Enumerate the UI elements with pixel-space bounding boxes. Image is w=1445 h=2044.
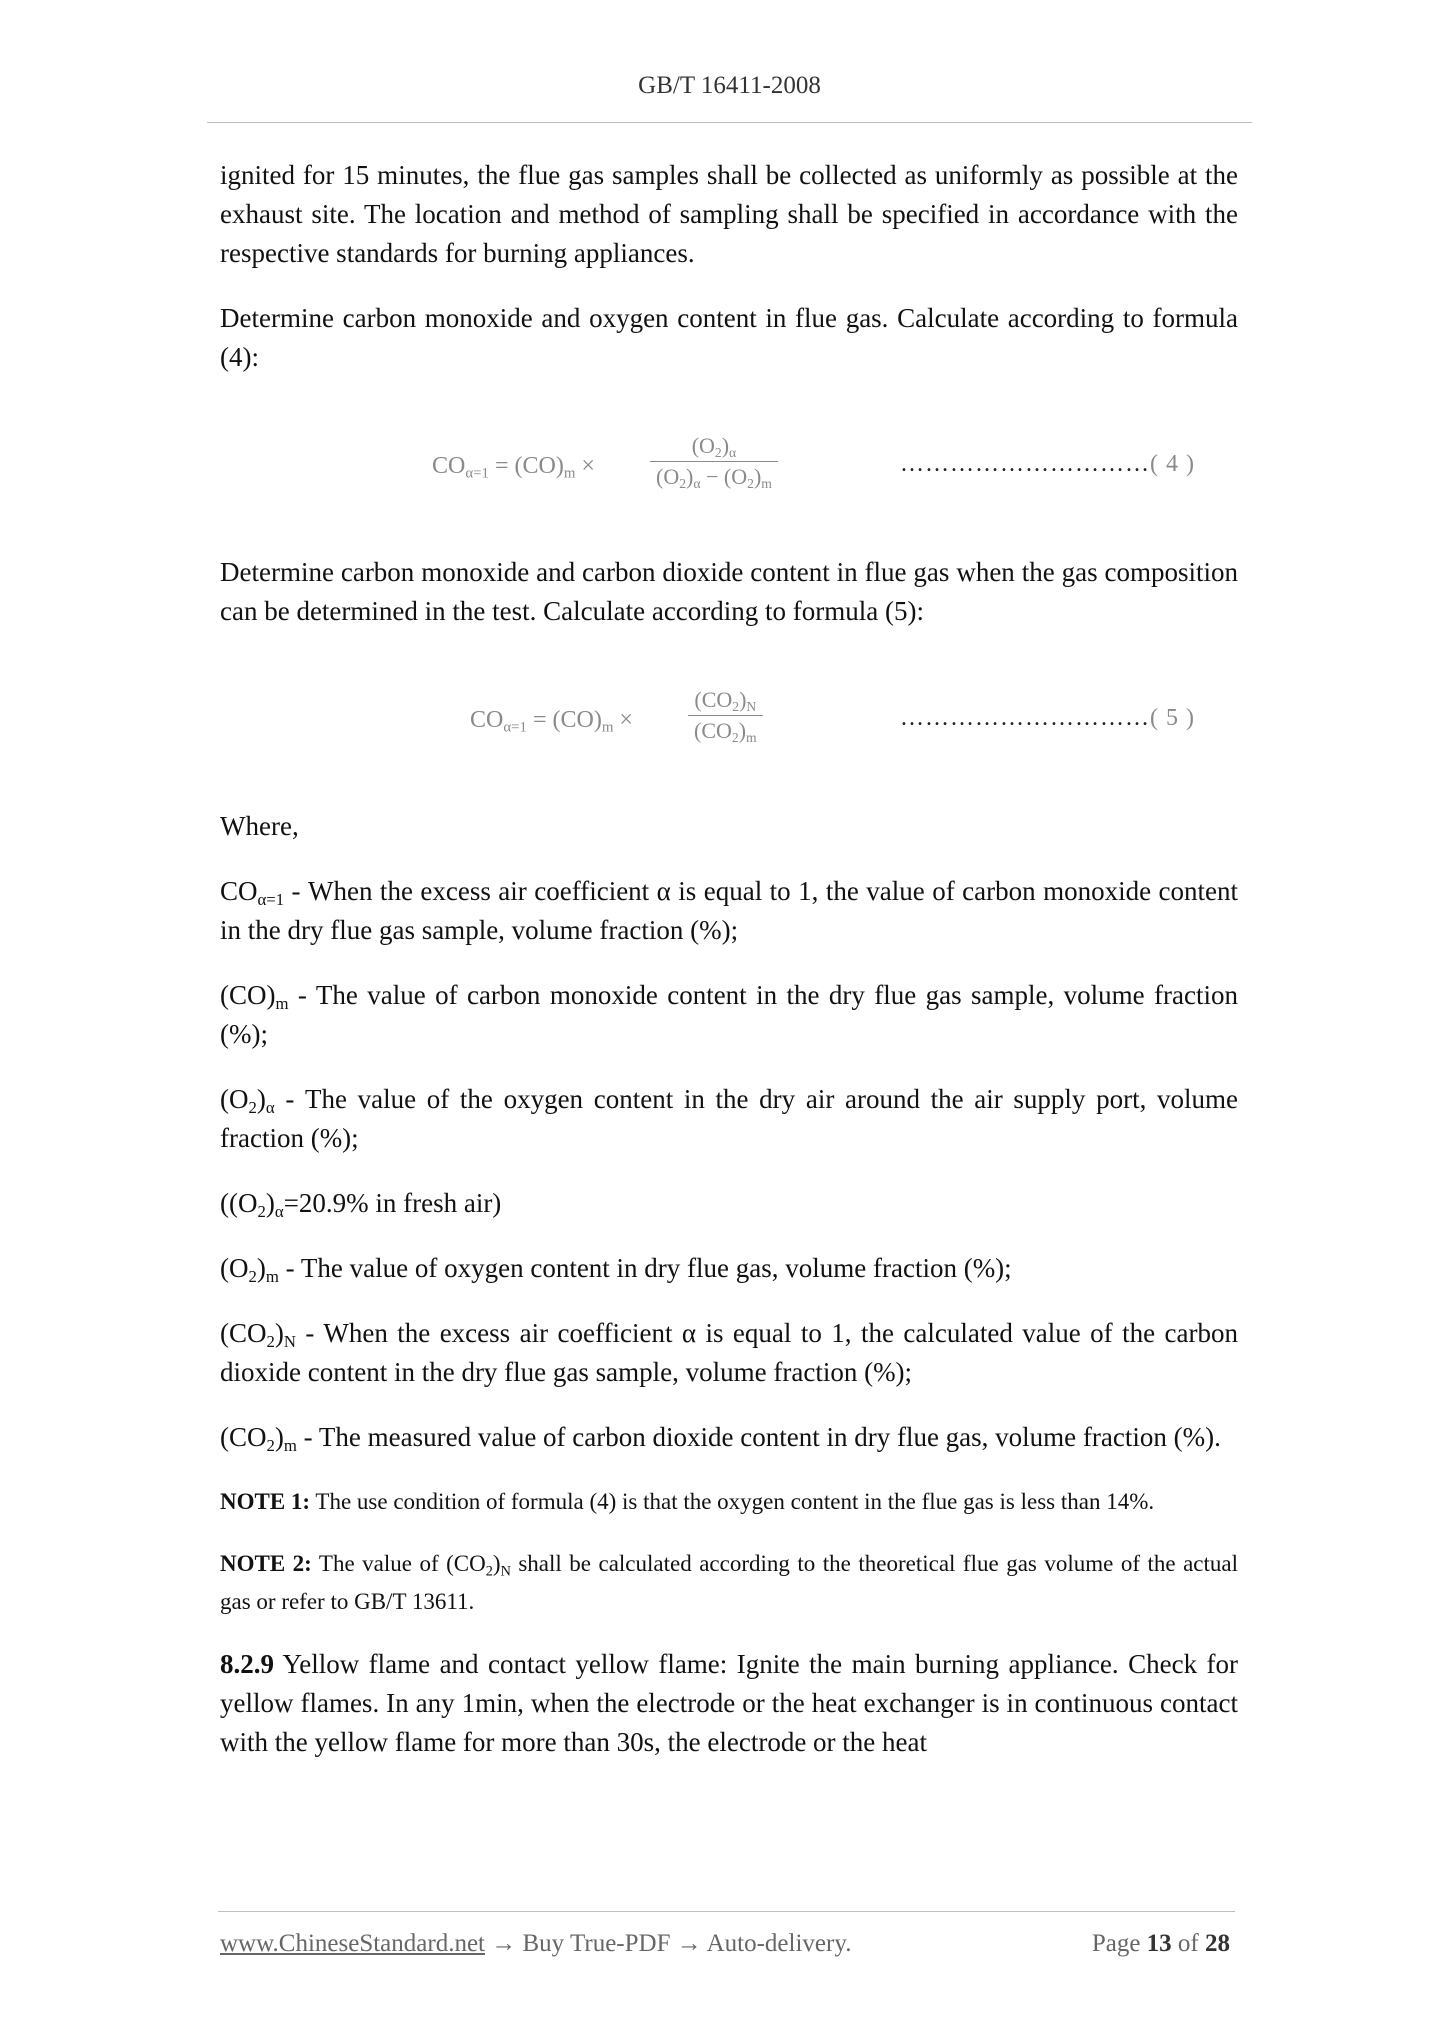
where-label: Where,	[220, 811, 299, 841]
standard-code: GB/T 16411-2008	[638, 72, 821, 99]
total-pages: 28	[1205, 1930, 1230, 1957]
current-page: 13	[1146, 1930, 1172, 1957]
fraction-bar	[688, 715, 763, 716]
page-footer	[220, 1930, 1238, 1958]
auto-delivery-text: Auto-delivery.	[706, 1930, 852, 1957]
document-header	[207, 72, 1252, 100]
footer-divider	[218, 1911, 1235, 1912]
formula-5-number: …………………………( 5 )	[900, 705, 1195, 731]
paragraph-formula4-intro: Determine carbon monoxide and oxygen content in flue gas. Calculate according to formula (4):	[220, 303, 1238, 372]
definition-co2-m: $(CO_2)_m$ - The measured value of carbon dioxide content in dry flue gas, volume fraction (%).	[220, 1422, 1221, 1456]
formula-4-lhs: $CO_{\alpha=1} = (CO)_m$ ×	[432, 453, 595, 482]
page-body	[220, 156, 1238, 1788]
formula-4-fraction	[650, 433, 778, 490]
formula-4-number: …………………………( 4 )	[900, 451, 1195, 477]
paragraph-formula5-intro: Determine carbon monoxide and carbon dioxide content in flue gas when the gas composition can be determined in the test. Calculate according to formula (5):	[220, 557, 1238, 626]
note-2: NOTE 2: The value of $(CO_2)_N$ shall be calculated according to the theoretical flue gas volume of the actual gas or refer to GB/T 13611.	[220, 1551, 1238, 1614]
page-indicator: Page 13 of 28	[1091, 1930, 1230, 1957]
site-link[interactable]: www.ChineseStandard.net	[220, 1930, 485, 1957]
formula-5-denominator: $(CO_2)_m$	[694, 718, 757, 746]
definition-co2-n: $(CO_2)_N$ - When the excess air coefficient α is equal to 1, the calculated value of the carbon dioxide content in the dry flue gas sample, volume fraction (%);	[220, 1318, 1238, 1387]
note-2-label: NOTE 2:	[220, 1551, 312, 1576]
definition-fresh-air: ($(O_2)_\alpha=20.9\%$ in fresh air)	[220, 1188, 502, 1222]
definition-co-alpha: $CO_{\alpha=1}$ - When the excess air coefficient α is equal to 1, the value of carbon monoxide content in the dry flue gas sample, volume fraction (%);	[220, 876, 1238, 945]
formula-4	[220, 403, 1238, 553]
section-8-2-9: 8.2.9 Yellow flame and contact yellow flame: Ignite the main burning appliance. Check for yellow flames. In any 1min, when the electrode or the heat exchanger is in continuous contact with the yellow flame for more than 30s, the electrode or the heat	[220, 1649, 1238, 1757]
definition-co-m: $(CO)_m$ - The value of carbon monoxide content in the dry flue gas sample, volume fraction (%);	[220, 980, 1238, 1049]
formula-5	[220, 657, 1238, 807]
formula-5-numerator: $(CO_2)_N$	[694, 687, 757, 715]
header-divider	[207, 122, 1252, 123]
arrow-icon: →	[485, 1930, 523, 1957]
paragraph-sampling: ignited for 15 minutes, the flue gas samples shall be collected as uniformly as possible at the exhaust site. The location and method of sampling shall be specified in accordance with the respective standards for burning appliances.	[220, 160, 1238, 268]
definition-o2-alpha: $(O_2)_\alpha$ - The value of the oxygen content in the dry air around the air supply port, volume fraction (%);	[220, 1084, 1238, 1153]
formula-4-denominator: $(O_2)_\alpha - (O_2)_m$	[656, 464, 772, 492]
arrow-icon: →	[670, 1930, 707, 1957]
buy-pdf-text: Buy True-PDF	[522, 1930, 671, 1957]
note-1-label: NOTE 1:	[220, 1489, 311, 1514]
section-number: 8.2.9	[220, 1649, 274, 1679]
formula-4-numerator: $(O_2)_\alpha$	[691, 433, 737, 461]
fraction-bar	[650, 461, 778, 462]
formula-5-lhs: $CO_{\alpha=1} = (CO)_m$ ×	[470, 707, 633, 736]
note-1: NOTE 1: The use condition of formula (4) is that the oxygen content in the flue gas is less than 14%.	[220, 1489, 1155, 1514]
formula-5-fraction	[688, 687, 763, 744]
definition-o2-m: $(O_2)_m$ - The value of oxygen content in dry flue gas, volume fraction (%);	[220, 1253, 1012, 1287]
